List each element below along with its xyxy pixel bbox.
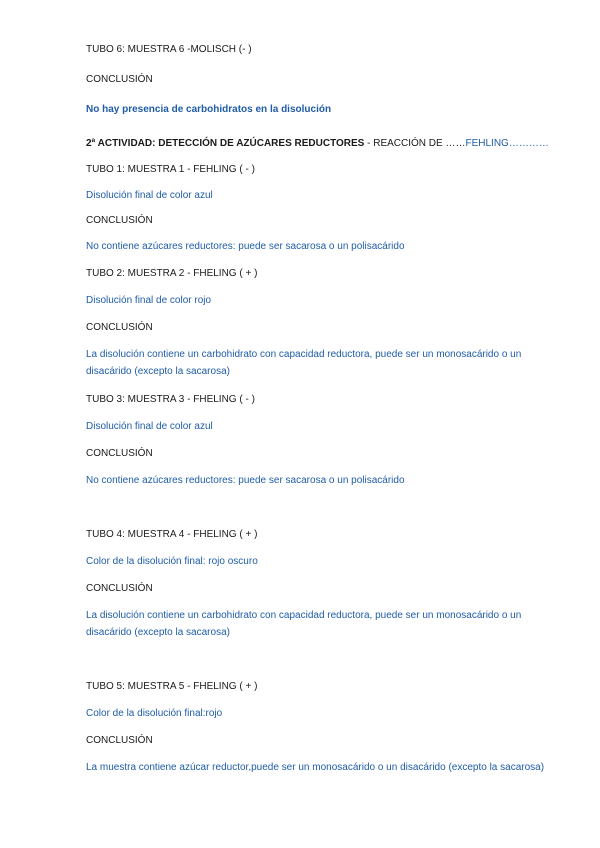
tubo-5-conclusion: La muestra contiene azúcar reductor,puede ser un monosacárido o un disacárido (excepto la sacarosa) <box>86 762 545 773</box>
activity-2-heading <box>86 135 566 152</box>
tubo-5-heading: TUBO 5: MUESTRA 5 - FHELING ( + ) <box>86 681 258 692</box>
tubo-3-conclusion: No contiene azúcares reductores: puede ser sacarosa o un polisacárido <box>86 475 405 486</box>
tubo-1-heading: TUBO 1: MUESTRA 1 - FEHLING ( - ) <box>86 164 255 175</box>
tubo-2-conclusion: La disolución contiene un carbohidrato con capacidad reductora, puede ser un monosacárido o un disacárido (excepto la sacarosa) <box>86 349 522 377</box>
conclusion-label: CONCLUSIÓN <box>86 448 153 459</box>
tubo-6-heading: TUBO 6: MUESTRA 6 -MOLISCH (- ) <box>86 44 252 55</box>
conclusion-label: CONCLUSIÓN <box>86 215 153 226</box>
tubo-2-result: Disolución final de color rojo <box>86 295 212 306</box>
tubo-4-result: Color de la disolución final: rojo oscuro <box>86 556 258 567</box>
conclusion-label: CONCLUSIÓN <box>86 322 153 333</box>
conclusion-label: CONCLUSIÓN <box>86 735 153 746</box>
tubo-1-conclusion: No contiene azúcares reductores: puede ser sacarosa o un polisacárido <box>86 241 405 252</box>
activity-2-title: 2ª ACTIVIDAD: DETECCIÓN DE AZÚCARES REDUCTORES <box>86 138 365 149</box>
tubo-6-conclusion: No hay presencia de carbohidratos en la disolución <box>86 104 332 115</box>
tubo-1-result: Disolución final de color azul <box>86 190 213 201</box>
tubo-4-conclusion: La disolución contiene un carbohidrato con capacidad reductora, puede ser un monosacárido o un disacárido (excepto la sacarosa) <box>86 610 522 638</box>
tubo-3-heading: TUBO 3: MUESTRA 3 - FHELING ( - ) <box>86 394 255 405</box>
activity-2-reaction: - REACCIÓN DE …… <box>364 138 466 149</box>
conclusion-label: CONCLUSIÓN <box>86 583 153 594</box>
conclusion-label: CONCLUSIÓN <box>86 74 153 85</box>
tubo-2-heading: TUBO 2: MUESTRA 2 - FHELING ( + ) <box>86 268 258 279</box>
tubo-5-result: Color de la disolución final:rojo <box>86 708 223 719</box>
activity-2-reagent: FEHLING………… <box>465 138 549 149</box>
tubo-3-result: Disolución final de color azul <box>86 421 213 432</box>
tubo-4-heading: TUBO 4: MUESTRA 4 - FHELING ( + ) <box>86 529 258 540</box>
